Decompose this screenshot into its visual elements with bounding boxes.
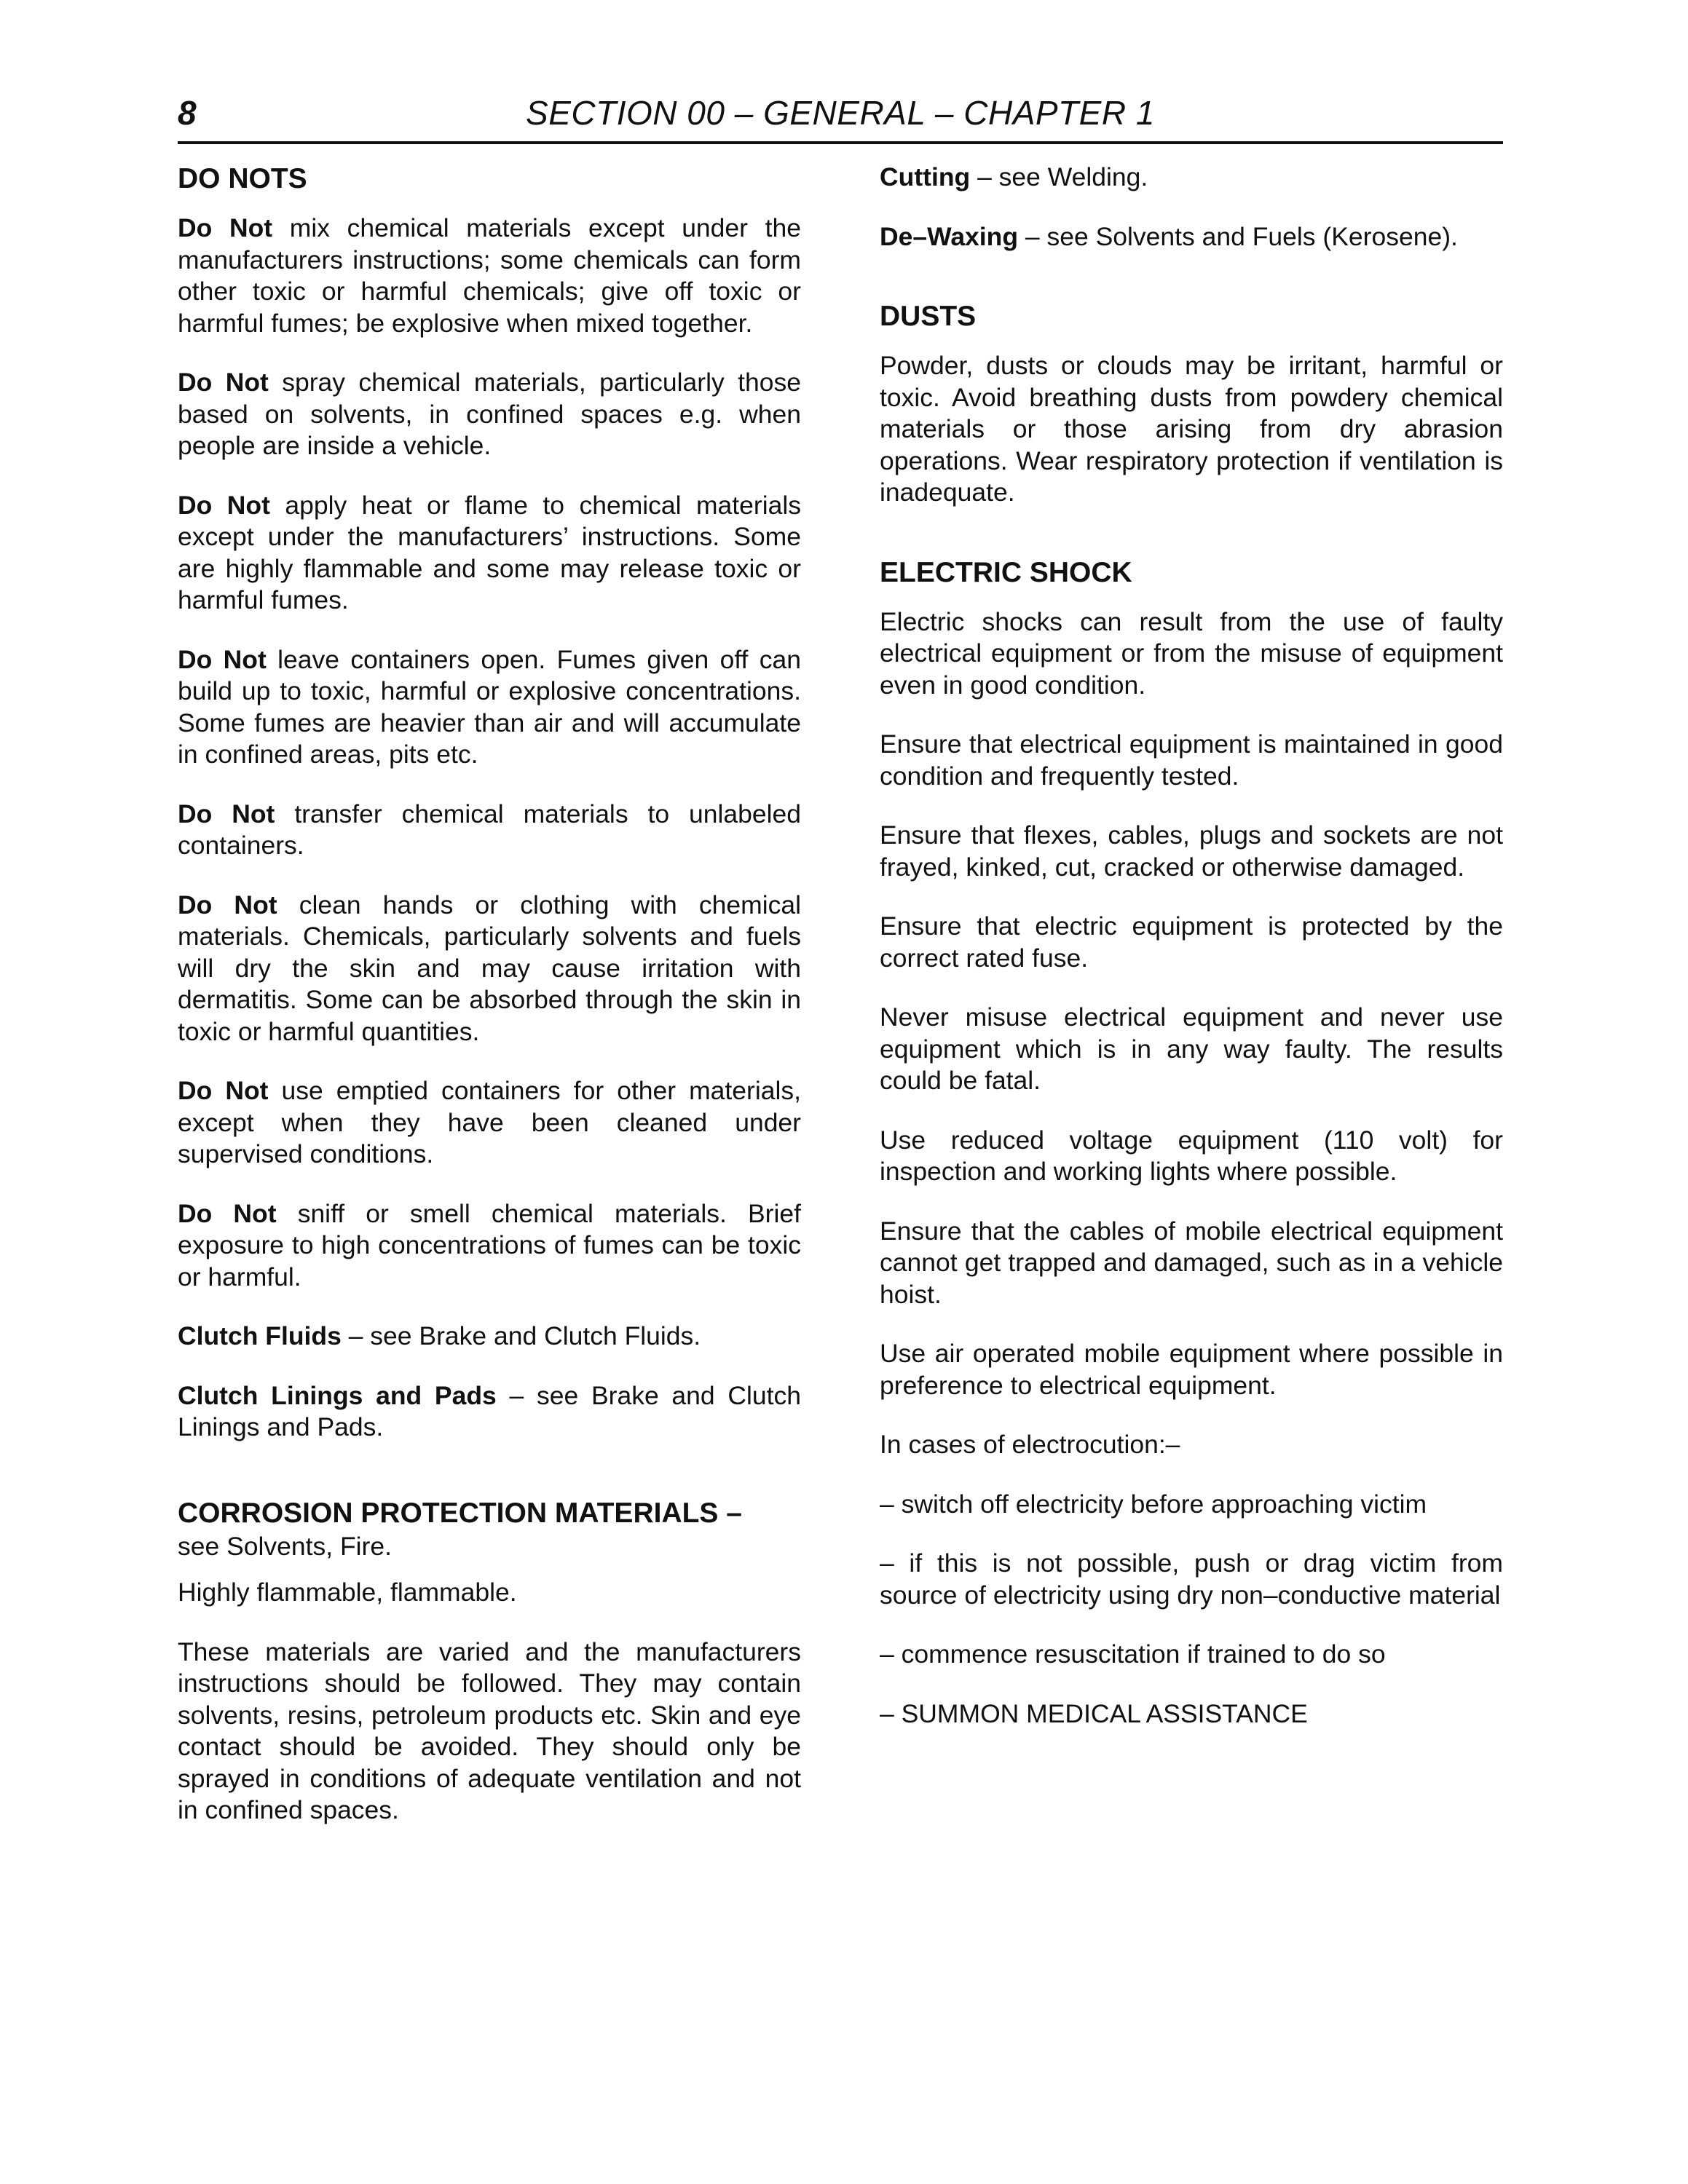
clutch-linings-label: Clutch Linings and Pads bbox=[178, 1380, 497, 1410]
electrocution-step: – commence resuscitation if trained to do so bbox=[880, 1639, 1386, 1669]
corrosion-paragraph: Highly flammable, flammable. bbox=[178, 1578, 517, 1607]
do-not-text: leave containers open. Fumes given off can build up to toxic, harmful or explosive concentrations. Some fumes are heavier than air and will accumulate in confined areas, pits etc. bbox=[178, 644, 801, 769]
do-not-paragraph bbox=[178, 213, 801, 339]
electrocution-intro: In cases of electrocution:– bbox=[880, 1430, 1180, 1459]
electrocution-step: – SUMMON MEDICAL ASSISTANCE bbox=[880, 1698, 1308, 1728]
right-column bbox=[880, 162, 1503, 1757]
electric-shock-paragraph: Use air operated mobile equipment where possible in preference to electrical equipment. bbox=[880, 1339, 1503, 1400]
left-column bbox=[178, 162, 801, 1854]
clutch-fluids-entry bbox=[178, 1321, 801, 1353]
electric-shock-paragraph: Ensure that electrical equipment is maintained in good condition and frequently tested. bbox=[880, 729, 1503, 791]
do-not-paragraph bbox=[178, 1198, 801, 1294]
do-not-text: spray chemical materials, particularly those based on solvents, in confined spaces e.g. when people are inside a vehicle. bbox=[178, 368, 801, 460]
electrocution-step: – if this is not possible, push or drag victim from source of electricity using dry non–conductive material bbox=[880, 1548, 1503, 1610]
do-not-label: Do Not bbox=[178, 890, 277, 919]
electrocution-step: – switch off electricity before approaching victim bbox=[880, 1489, 1427, 1519]
do-not-text: mix chemical materials except under the manufacturers instructions; some chemicals can form other toxic or harmful chemicals; give off toxic or harmful fumes; be explosive when mixed together. bbox=[178, 213, 801, 338]
dewaxing-text: – see Solvents and Fuels (Kerosene). bbox=[1025, 221, 1458, 251]
clutch-linings-entry bbox=[178, 1380, 801, 1444]
dusts-paragraph: Powder, dusts or clouds may be irritant, harmful or toxic. Avoid breathing dusts from powdery chemical materials or those arising from dry abrasion operations. Wear respiratory protection if ventilation is inadequate. bbox=[880, 351, 1503, 507]
do-not-label: Do Not bbox=[178, 368, 269, 397]
do-not-paragraph bbox=[178, 799, 801, 862]
do-not-label: Do Not bbox=[178, 1198, 277, 1228]
corrosion-heading: CORROSION PROTECTION MATERIALS – bbox=[178, 1497, 742, 1529]
page-number: 8 bbox=[178, 94, 197, 132]
corrosion-subheading: see Solvents, Fire. bbox=[178, 1531, 392, 1561]
clutch-linings-text: – see Brake and Clutch Linings and Pads. bbox=[178, 1380, 801, 1441]
dusts-heading: DUSTS bbox=[880, 301, 977, 332]
do-not-paragraph bbox=[178, 490, 801, 617]
do-not-label: Do Not bbox=[178, 1076, 269, 1105]
do-nots-heading: DO NOTS bbox=[178, 163, 307, 194]
electric-shock-paragraph: Ensure that electric equipment is protected by the correct rated fuse. bbox=[880, 911, 1503, 973]
do-not-label: Do Not bbox=[178, 799, 275, 828]
electric-shock-paragraph: Ensure that flexes, cables, plugs and sockets are not frayed, kinked, cut, cracked or otherwise damaged. bbox=[880, 820, 1503, 882]
section-title: SECTION 00 – GENERAL – CHAPTER 1 bbox=[526, 94, 1155, 132]
electric-shock-paragraph: Ensure that the cables of mobile electrical equipment cannot get trapped and damaged, such as in a vehicle hoist. bbox=[880, 1216, 1503, 1309]
clutch-fluids-text: – see Brake and Clutch Fluids. bbox=[348, 1321, 701, 1350]
do-not-label: Do Not bbox=[178, 490, 270, 520]
cutting-text: – see Welding. bbox=[977, 162, 1148, 191]
electric-shock-heading: ELECTRIC SHOCK bbox=[880, 556, 1132, 588]
dewaxing-label: De–Waxing bbox=[880, 221, 1019, 251]
do-not-paragraph bbox=[178, 367, 801, 462]
do-not-paragraph bbox=[178, 890, 801, 1048]
electric-shock-paragraph: Electric shocks can result from the use of faulty electrical equipment or from the misuse of equipment even in good condition. bbox=[880, 606, 1503, 700]
page-header bbox=[178, 90, 1503, 144]
dewaxing-entry bbox=[880, 221, 1503, 253]
do-not-text: use emptied containers for other materials, except when they have been cleaned under supervised conditions. bbox=[178, 1076, 801, 1168]
do-not-text: sniff or smell chemical materials. Brief exposure to high concentrations of fumes can be toxic or harmful. bbox=[178, 1198, 801, 1291]
electric-shock-paragraph: Never misuse electrical equipment and never use equipment which is in any way faulty. The results could be fatal. bbox=[880, 1002, 1503, 1095]
do-not-label: Do Not bbox=[178, 213, 273, 242]
do-not-text: transfer chemical materials to unlabeled containers. bbox=[178, 799, 801, 860]
do-not-text: clean hands or clothing with chemical materials. Chemicals, particularly solvents and fuels will dry the skin and may cause irritation with dermatitis. Some can be absorbed through the skin in toxic or harmful quantities. bbox=[178, 890, 801, 1046]
clutch-fluids-label: Clutch Fluids bbox=[178, 1321, 342, 1350]
do-not-label: Do Not bbox=[178, 644, 267, 674]
corrosion-paragraph: These materials are varied and the manufacturers instructions should be followed. They may contain solvents, resins, petroleum products etc. Skin and eye contact should be avoided. They should only be sprayed in conditions of adequate ventilation and not in confined spaces. bbox=[178, 1637, 801, 1824]
cutting-label: Cutting bbox=[880, 162, 971, 191]
do-not-paragraph bbox=[178, 1075, 801, 1171]
do-not-text: apply heat or flame to chemical materials except under the manufacturers’ instructions. Some are highly flammable and some may release toxic or harmful fumes. bbox=[178, 490, 801, 614]
cutting-entry bbox=[880, 162, 1503, 194]
electric-shock-paragraph: Use reduced voltage equipment (110 volt) for inspection and working lights where possible. bbox=[880, 1125, 1503, 1186]
do-not-paragraph bbox=[178, 644, 801, 771]
